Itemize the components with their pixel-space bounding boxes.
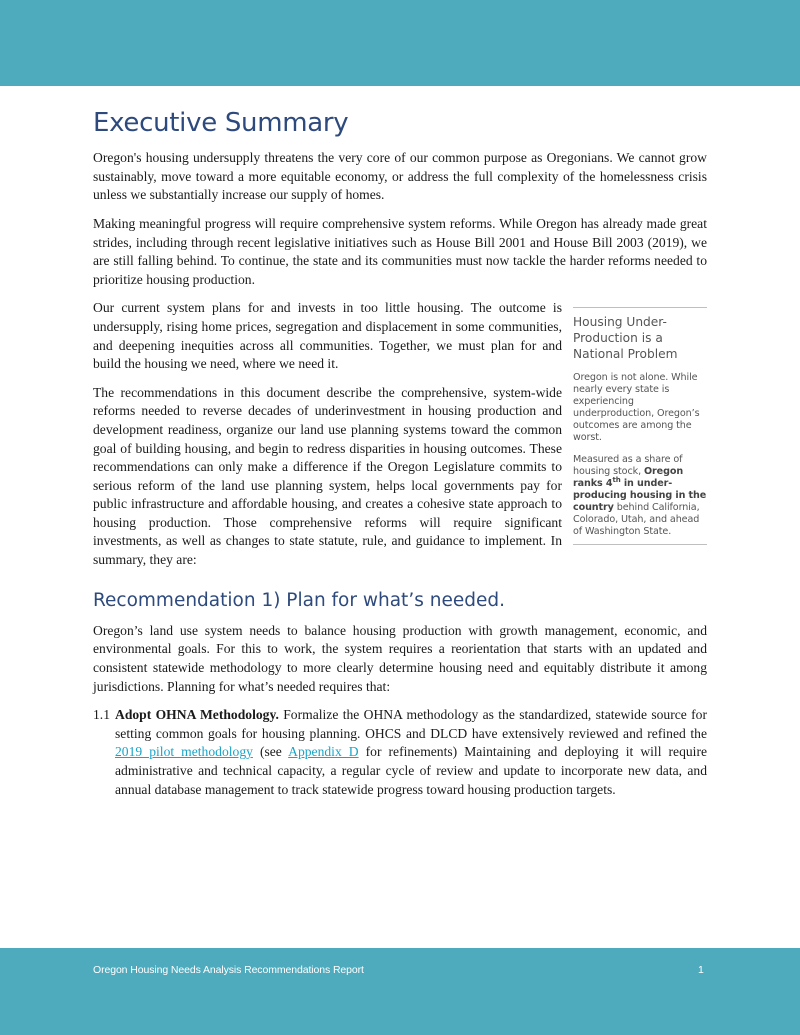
- intro-paragraph: Oregon's housing undersupply threatens the very core of our common purpose as Oregonians. We cannot grow sustainably, move toward a more equitable economy, or address the full complexity of the homelessness crisis unless we substantially increase our supply of homes.: [93, 150, 707, 203]
- sidebar-paragraph-2: [573, 454, 707, 538]
- sidebar-text: Measured as a share of housing stock,: [573, 454, 683, 478]
- recommendations-paragraph: The recommendations in this document describe the comprehensive, system-wide reforms needed to reverse decades of underinvestment in housing production and development readiness, organize our land use planning systems toward the common goal of building housing, and begin to redress disparities in housing outcomes. These recommendations can only make a difference if the Oregon Legislature commits to serious reform of the land use planning system, helps local governments pay for public infrastructure and affordable housing, and creates a cohesive state approach to housing production. Those comprehensive reforms will require significant investments, as well as changes to state statute, rule, and guidance to implement. In summary, they are:: [93, 384, 562, 568]
- page-number: 1: [698, 964, 704, 976]
- two-column-section: [93, 299, 707, 577]
- item-body-c: for refinements) Maintaining and deploying it will require administrative and technical capacity, a regular cycle of review and update to incorporate new data, and annual database management to track statewide progress toward housing production targets.: [115, 744, 708, 797]
- current-system-paragraph: Our current system plans for and invests in too little housing. The outcome is undersupply, rising home prices, segregation and displacement in some communities, and deepening inequities across all communities. Together, we must plan for and build the housing we need, where we need it.: [93, 300, 562, 372]
- appendix-d-link[interactable]: Appendix D: [288, 744, 359, 760]
- sidebar-rank-text-cont: in under-producing housing in the country: [573, 478, 707, 514]
- item-text: [115, 706, 707, 799]
- sidebar-paragraph-1: Oregon is not alone. While nearly every state is experiencing underproduction, Oregon’s outcomes are among the worst.: [573, 372, 700, 444]
- footer-band: [0, 948, 800, 1035]
- sidebar-rank-text: Oregon ranks 4: [573, 466, 684, 490]
- sidebar-callout: [573, 307, 707, 545]
- item-body-a: Formalize the OHNA methodology as the standardized, statewide source for setting common goals for housing planning. OHCS and DLCD have extensively reviewed and refined the: [115, 707, 707, 741]
- page-title: Executive Summary: [93, 108, 349, 138]
- sidebar-heading: Housing Under-Production is a National Problem: [573, 315, 678, 362]
- recommendation-intro: Oregon’s land use system needs to balance housing production with growth management, economic, and environmental goals. For this to work, the system requires a reorientation that starts with an updated and consistent statewide methodology to more clearly determine housing need and equitably distribute it among jurisdictions. Planning for what’s needed requires that:: [93, 622, 707, 694]
- sidebar-text-suffix: behind California, Colorado, Utah, and ahead of Washington State.: [573, 502, 700, 538]
- footer-report-title: Oregon Housing Needs Analysis Recommendations Report: [93, 964, 364, 976]
- recommendation-heading: Recommendation 1) Plan for what’s needed.: [93, 589, 505, 611]
- page-content: [93, 108, 707, 799]
- left-column: [93, 299, 562, 577]
- pilot-methodology-link[interactable]: 2019 pilot methodology: [115, 744, 253, 760]
- reforms-paragraph: Making meaningful progress will require comprehensive system reforms. While Oregon has already made great strides, including through recent legislative initiatives such as House Bill 2001 and House Bill 2003 (2019), we are still falling behind. To continue, the state and its communities must now tackle the harder reforms needed to prioritize housing production.: [93, 215, 707, 287]
- item-title: Adopt OHNA Methodology.: [115, 707, 279, 723]
- item-body-b: (see: [252, 744, 289, 760]
- sidebar-superscript: th: [612, 476, 621, 485]
- recommendation-item: [93, 706, 707, 799]
- header-band: [0, 0, 800, 86]
- item-number: 1.1: [93, 707, 110, 723]
